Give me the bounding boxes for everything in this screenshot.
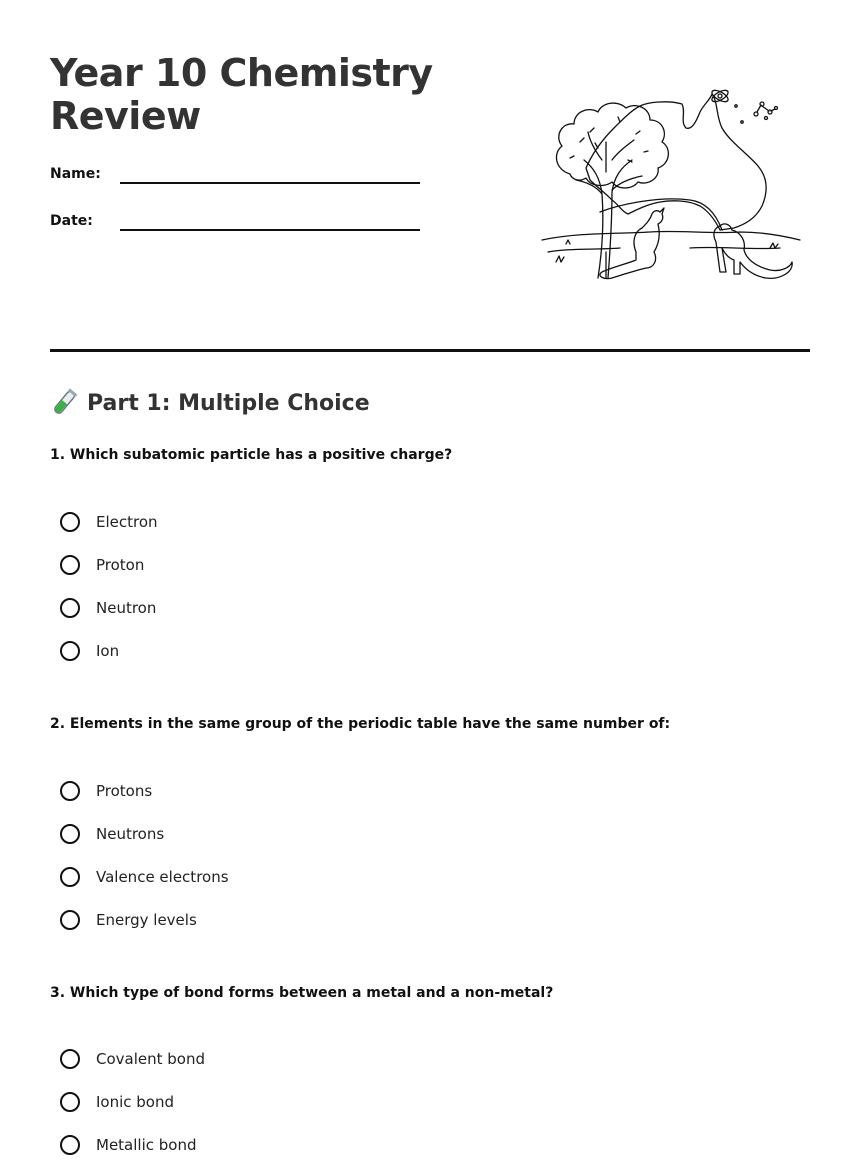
page-title-line-1: Year 10 Chemistry: [50, 51, 433, 95]
option-label: Covalent bond: [96, 1050, 205, 1068]
option-label: Proton: [96, 556, 145, 574]
radio-button[interactable]: [60, 1092, 80, 1112]
radio-button[interactable]: [60, 781, 80, 801]
option-metallic-bond[interactable]: [60, 1132, 460, 1158]
option-label: Ionic bond: [96, 1093, 175, 1111]
radio-button[interactable]: [60, 824, 80, 844]
option-ionic-bond[interactable]: [60, 1089, 460, 1115]
option-label: Protons: [96, 782, 153, 800]
option-energy-levels[interactable]: [60, 907, 460, 933]
molecule-symbol: [735, 102, 778, 123]
option-ion[interactable]: [60, 638, 460, 664]
option-label: Valence electrons: [96, 868, 229, 886]
radio-button[interactable]: [60, 1049, 80, 1069]
date-input-line[interactable]: [120, 229, 420, 231]
header-divider: [50, 349, 810, 352]
page-title: [50, 52, 470, 138]
option-neutron[interactable]: [60, 595, 460, 621]
option-label: Neutron: [96, 599, 157, 617]
option-proton[interactable]: [60, 552, 460, 578]
name-field[interactable]: [50, 166, 420, 196]
question-2: [50, 714, 810, 929]
page-title-line-2: Review: [50, 94, 201, 138]
radio-button[interactable]: [60, 641, 80, 661]
option-label: Ion: [96, 642, 120, 660]
name-input-line[interactable]: [120, 182, 420, 184]
option-label: Neutrons: [96, 825, 165, 843]
option-protons[interactable]: [60, 778, 460, 804]
option-valence-electrons[interactable]: [60, 864, 460, 890]
test-tube-icon: [50, 388, 78, 418]
question-3: [50, 983, 810, 1154]
section-heading-text: Part 1: Multiple Choice: [87, 390, 370, 416]
question-text: 2. Elements in the same group of the periodic table have the same number of:: [50, 716, 671, 732]
radio-button[interactable]: [60, 867, 80, 887]
question-text: 1. Which subatomic particle has a positive charge?: [50, 447, 453, 463]
ground-line: [542, 231, 800, 240]
question-1: [50, 445, 810, 660]
radio-button[interactable]: [60, 910, 80, 930]
australia-chemistry-illustration: [540, 82, 802, 286]
option-neutrons[interactable]: [60, 821, 460, 847]
radio-button[interactable]: [60, 512, 80, 532]
section-heading: [50, 388, 370, 418]
kangaroo-left: [600, 208, 664, 279]
date-field[interactable]: [50, 213, 420, 243]
option-label: Metallic bond: [96, 1136, 197, 1154]
option-label: Energy levels: [96, 911, 197, 929]
option-covalent-bond[interactable]: [60, 1046, 460, 1072]
tree: [584, 160, 632, 278]
question-text: 3. Which type of bond forms between a metal and a non-metal?: [50, 985, 554, 1001]
name-label: Name:: [50, 166, 101, 182]
australia-outline: [586, 94, 766, 230]
option-label: Electron: [96, 513, 158, 531]
radio-button[interactable]: [60, 598, 80, 618]
radio-button[interactable]: [60, 555, 80, 575]
option-electron[interactable]: [60, 509, 460, 535]
date-label: Date:: [50, 213, 93, 229]
radio-button[interactable]: [60, 1135, 80, 1155]
